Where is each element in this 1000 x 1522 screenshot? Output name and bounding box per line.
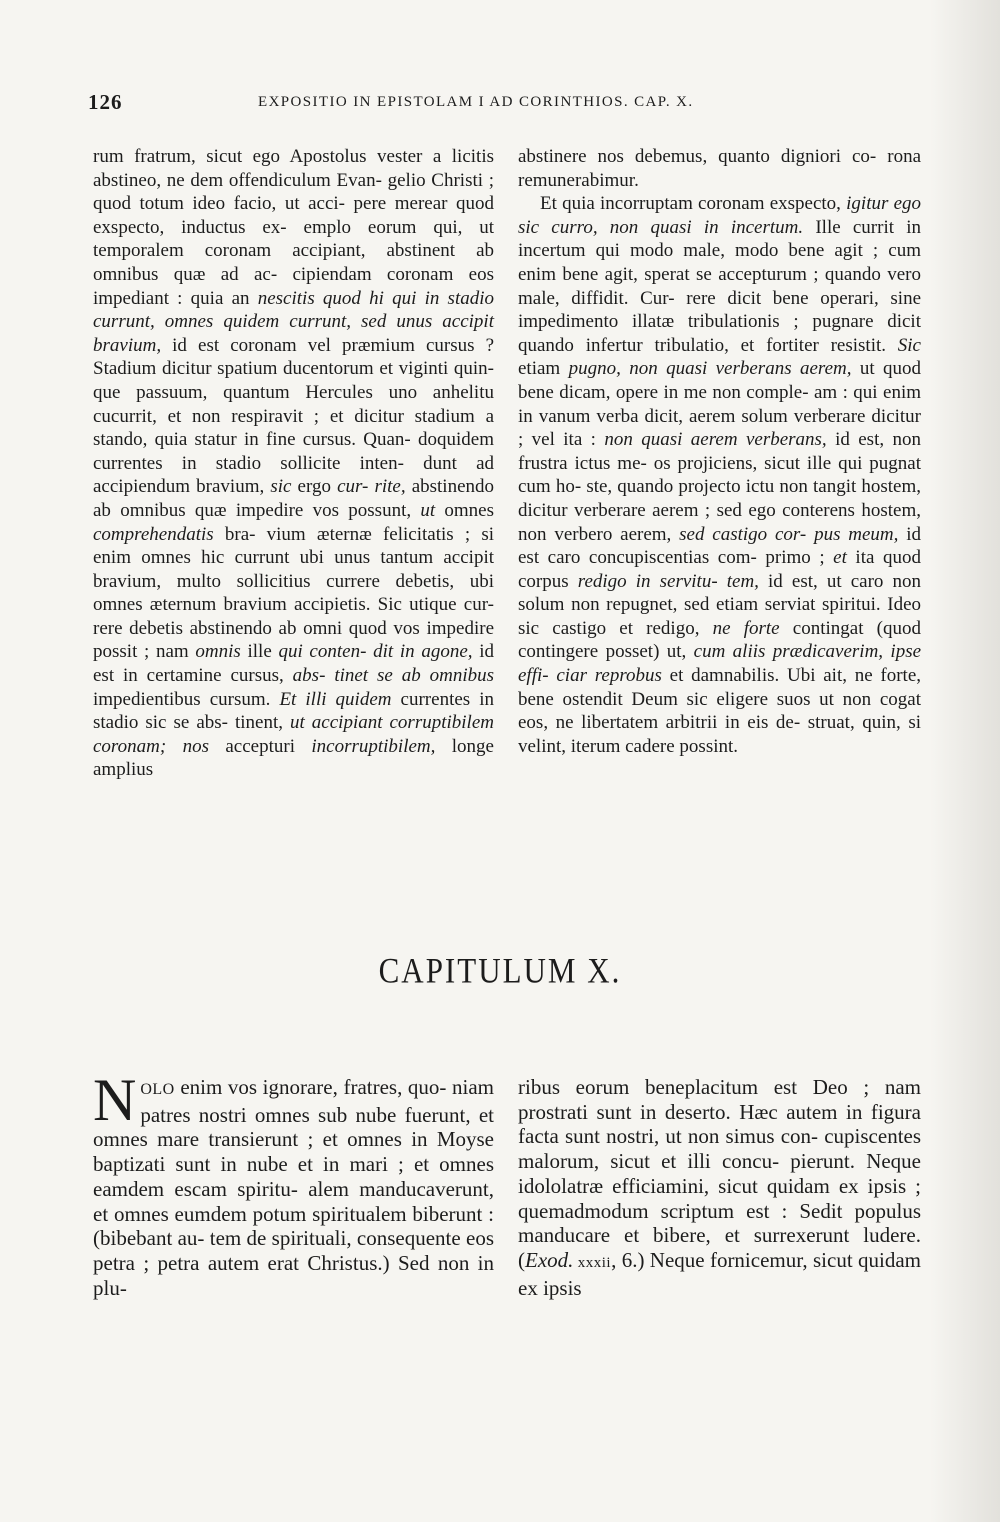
text-line: cipiendam coronam eos impediant : quia an — [93, 263, 495, 309]
text-line: accipiant, abstinent ab omnibus quæ ad ac- — [93, 240, 494, 285]
text-line: fuerunt, et omnes mare transierunt ; et — [93, 1102, 495, 1152]
text-fragment: abstinendo ab omnibus quæ impedire — [93, 476, 495, 521]
text-fragment: impedire possit ; nam — [93, 617, 495, 663]
text-line: cogat eos, ne libertatem arbitrii in eis de- — [518, 688, 922, 734]
scripture-quote: ut — [420, 499, 436, 521]
text-line: struat, quin, si velint, iterum cadere possint. — [518, 712, 921, 757]
scripture-quote: ciar reprobus — [556, 665, 662, 687]
chapter-heading: CAPITULUM X. — [378, 950, 622, 991]
text-line: am : qui enim in vanum verba dicit, aerem — [518, 381, 922, 427]
scripture-quote: dit in agone, — [373, 641, 473, 663]
text-line: in mari ; et omnes eamdem escam spiritu- — [93, 1152, 495, 1201]
text-line: que passuum, quantum Hercules uno anhelitu — [93, 381, 494, 403]
right-column-commentary — [518, 145, 921, 758]
page-number: 126 — [88, 90, 123, 114]
scripture-quote: incorruptibilem, — [311, 735, 436, 757]
scripture-quote: Et illi quidem — [279, 688, 392, 710]
paragraph — [93, 1067, 495, 1300]
text-line: Et quia incorruptam coronam exspecto, — [540, 193, 841, 215]
text-fragment: redigo, — [646, 617, 713, 639]
text-fragment: primo ; — [765, 547, 834, 569]
text-line: dicitur verberare aerem ; sed ego conterens — [518, 499, 855, 521]
small-caps-opening: OLO — [140, 1081, 175, 1098]
text-fragment: solum verberare dicitur ; vel ita : — [518, 405, 922, 451]
text-fragment: bra- — [213, 523, 256, 545]
text-line: abstinere nos debemus, quanto digniori co- — [518, 146, 877, 167]
text-line: rona remunerabimur. — [518, 146, 922, 191]
scripture-quote: abs- — [292, 665, 326, 687]
page-edge-shadow — [930, 0, 1000, 1522]
text-line: figura facta sunt nostri, ut non simus con- — [518, 1099, 921, 1149]
text-line: omnes in Moyse baptizati sunt in nube et — [93, 1127, 494, 1177]
scripture-quote: omnis — [195, 641, 241, 663]
text-line: licitis abstineo, ne dem offendiculum Evan- — [93, 146, 495, 191]
scripture-quote: nos — [182, 735, 209, 757]
text-line: Ille currit in incertum qui modo male, modo — [518, 216, 921, 262]
drop-cap-initial: N — [93, 1067, 137, 1133]
text-line: Neque fornicemur, sicut quidam ex ipsis — [518, 1247, 921, 1300]
text-fragment: vos possunt, — [312, 499, 421, 521]
scripture-quote: rite, — [374, 476, 406, 498]
text-line: rum fratrum, sicut ego Apostolus vester a — [93, 146, 442, 167]
text-fragment: longe amplius — [93, 735, 494, 781]
scripture-reference: Exod. — [525, 1247, 574, 1272]
chapter-number: xxxii — [573, 1254, 612, 1271]
scripture-quote: pus meum, — [814, 523, 899, 545]
scripture-quote: Sic — [897, 334, 921, 356]
chapter-text-right — [518, 1075, 921, 1300]
scripture-quote: redigo in servitu- — [577, 570, 718, 592]
text-line: cupiscentes malorum, sicut et illi concu- — [518, 1124, 922, 1174]
text-line: os projiciens, sicut ille qui pugnat cum ho- — [518, 452, 922, 498]
running-head — [88, 90, 778, 114]
text-fragment: impedientibus cursum. — [93, 688, 271, 710]
text-line: illatæ tribulationis ; pugnare dicit quando — [518, 311, 921, 356]
text-fragment: infertur tribulatio, et fortiter resistit. — [585, 334, 898, 356]
scripture-quote: comprehendatis — [93, 523, 214, 545]
text-line: vium æternæ felicitatis ; si enim omnes hic — [93, 523, 495, 569]
scripture-quote: qui conten- — [278, 641, 367, 663]
text-fragment: ergo — [291, 476, 338, 498]
text-line: quod bene dicam, opere in me non comple- — [518, 358, 922, 403]
text-line: est coronam vel præmium cursus ? Stadium — [93, 334, 495, 380]
text-fragment: omnes — [435, 499, 495, 521]
text-fragment: id est in certamine cursus, — [93, 641, 494, 687]
text-fragment: id — [161, 334, 187, 356]
text-line: petra autem erat Christus.) Sed non in plu- — [93, 1250, 495, 1300]
text-line: accepturum ; quando vero male, diffidit. Cur- — [518, 263, 922, 309]
text-line: potum spiritualem biberunt : (bibebant au- — [93, 1201, 495, 1251]
running-title: EXPOSITIO IN EPISTOLAM I AD CORINTHIOS. CAP. X. — [258, 94, 694, 110]
text-line: bene agit ; cum enim bene agit, sperat se — [518, 240, 921, 285]
text-fragment: id est, ut caro non solum non repugnet, — [518, 570, 922, 616]
text-line: cucurrit, et non respiravit ; et dicitur stadium — [93, 405, 475, 427]
text-fragment: hostem, non verbero aerem, — [518, 499, 921, 545]
text-line: ribus eorum beneplacitum est Deo ; nam — [518, 1075, 921, 1099]
scripture-quote: ne forte — [712, 617, 780, 639]
text-fragment: ut — [851, 358, 875, 380]
text-line: multo sollicitius currere debetis, ubi omnes — [93, 570, 495, 616]
scripture-quote: nescitis quod hi qui in stadio currunt, omnes — [93, 287, 495, 333]
scripture-quote: cur- — [337, 476, 369, 498]
text-line: pierunt. Neque idololatræ efficiamini, sicut — [518, 1149, 922, 1198]
text-fragment: enim vos ignorare, fratres, quo- — [174, 1075, 447, 1099]
text-fragment: currentes in stadio sic se abs- — [93, 688, 495, 734]
scripture-quote: tem, — [726, 570, 759, 592]
text-line: ste, quando projecto ictu non tangit hostem, — [586, 476, 922, 498]
text-line: emplo eorum qui, ut temporalem coronam — [93, 216, 495, 262]
scripture-quote: sed castigo cor- — [679, 523, 807, 545]
scripture-quote: ut accipiant corruptibilem coronam; — [93, 712, 494, 757]
text-line: tem de spirituali, consequente eos petra ; — [93, 1226, 494, 1275]
text-fragment: ita quod corpus — [518, 547, 921, 592]
scripture-quote: aerem verberans, — [690, 429, 827, 451]
text-line: quidam ex ipsis ; quemadmodum scriptum — [518, 1173, 922, 1223]
scripture-quote: quidem currunt, sed unus accipit bravium, — [93, 311, 494, 356]
scripture-quote: sic — [270, 476, 292, 498]
scripture-quote: igitur ego sic curro, non quasi in incertum. — [518, 193, 921, 238]
paragraph — [518, 145, 921, 192]
text-fragment: , 6.) — [611, 1247, 645, 1272]
text-line: alem manducaverunt, et omnes eumdem — [93, 1176, 494, 1226]
scripture-quote: pugno, non quasi verberans aerem, — [568, 358, 852, 380]
text-line: gelio Christi ; quod totum ideo facio, ut acci- — [93, 169, 495, 215]
text-fragment: et damnabilis. Ubi ait, ne forte, — [661, 665, 922, 687]
chapter-text-left — [93, 1067, 495, 1300]
scripture-quote: cum aliis prædicaverim, ipse effi- — [518, 641, 922, 687]
text-fragment: contingat (quod contingere — [518, 617, 921, 663]
text-fragment: ille — [240, 641, 279, 663]
text-fragment: posset) ut, — [605, 641, 694, 663]
paragraph — [518, 192, 921, 758]
text-fragment: et surrexerunt ludere. ( — [518, 1223, 921, 1272]
text-line: a stando, quia statur in fine cursus. Quan- — [93, 405, 495, 451]
text-fragment: etiam — [518, 358, 569, 380]
left-column-commentary — [93, 145, 494, 782]
text-line: doquidem currentes in stadio sollicite inten- — [93, 429, 494, 474]
text-line: æternum bravium accipietis. Sic utique cur- — [149, 594, 494, 616]
scripture-quote: et — [833, 547, 847, 569]
text-line: niam patres nostri omnes sub nube — [140, 1075, 495, 1127]
text-line: prostrati sunt in deserto. Hæc autem in — [518, 1099, 863, 1124]
text-fragment: tinent, — [234, 712, 291, 734]
paragraph — [93, 145, 494, 782]
text-fragment: id est, non frustra ictus me- — [518, 429, 921, 474]
text-line: rere debetis abstinendo ab omni quod vos — [93, 617, 420, 639]
text-line: pere merear quod exspecto, inductus ex- — [93, 193, 494, 238]
scripture-quote: tinet se ab omnibus — [334, 665, 494, 687]
text-line: currunt ubi unus tantum accipit bravium, — [93, 547, 494, 592]
text-fragment: id est caro concupiscentias com- — [518, 523, 921, 569]
text-line: bene ostendit Deum sic eligere suos ut non — [518, 688, 872, 710]
text-line: sed etiam serviat spiritui. Ideo sic castigo et — [518, 594, 921, 639]
scripture-quote: non quasi — [604, 429, 683, 451]
text-line: est : Sedit populus manducare et bibere, — [518, 1198, 922, 1248]
text-fragment: accepturi — [208, 735, 312, 757]
paragraph — [518, 1075, 921, 1300]
text-line: dicitur spatium ducentorum et viginti quin- — [161, 358, 494, 380]
text-line: dunt ad accipiendum bravium, — [93, 452, 495, 498]
text-line: rere dicit bene operari, sine impedimento — [518, 287, 922, 333]
